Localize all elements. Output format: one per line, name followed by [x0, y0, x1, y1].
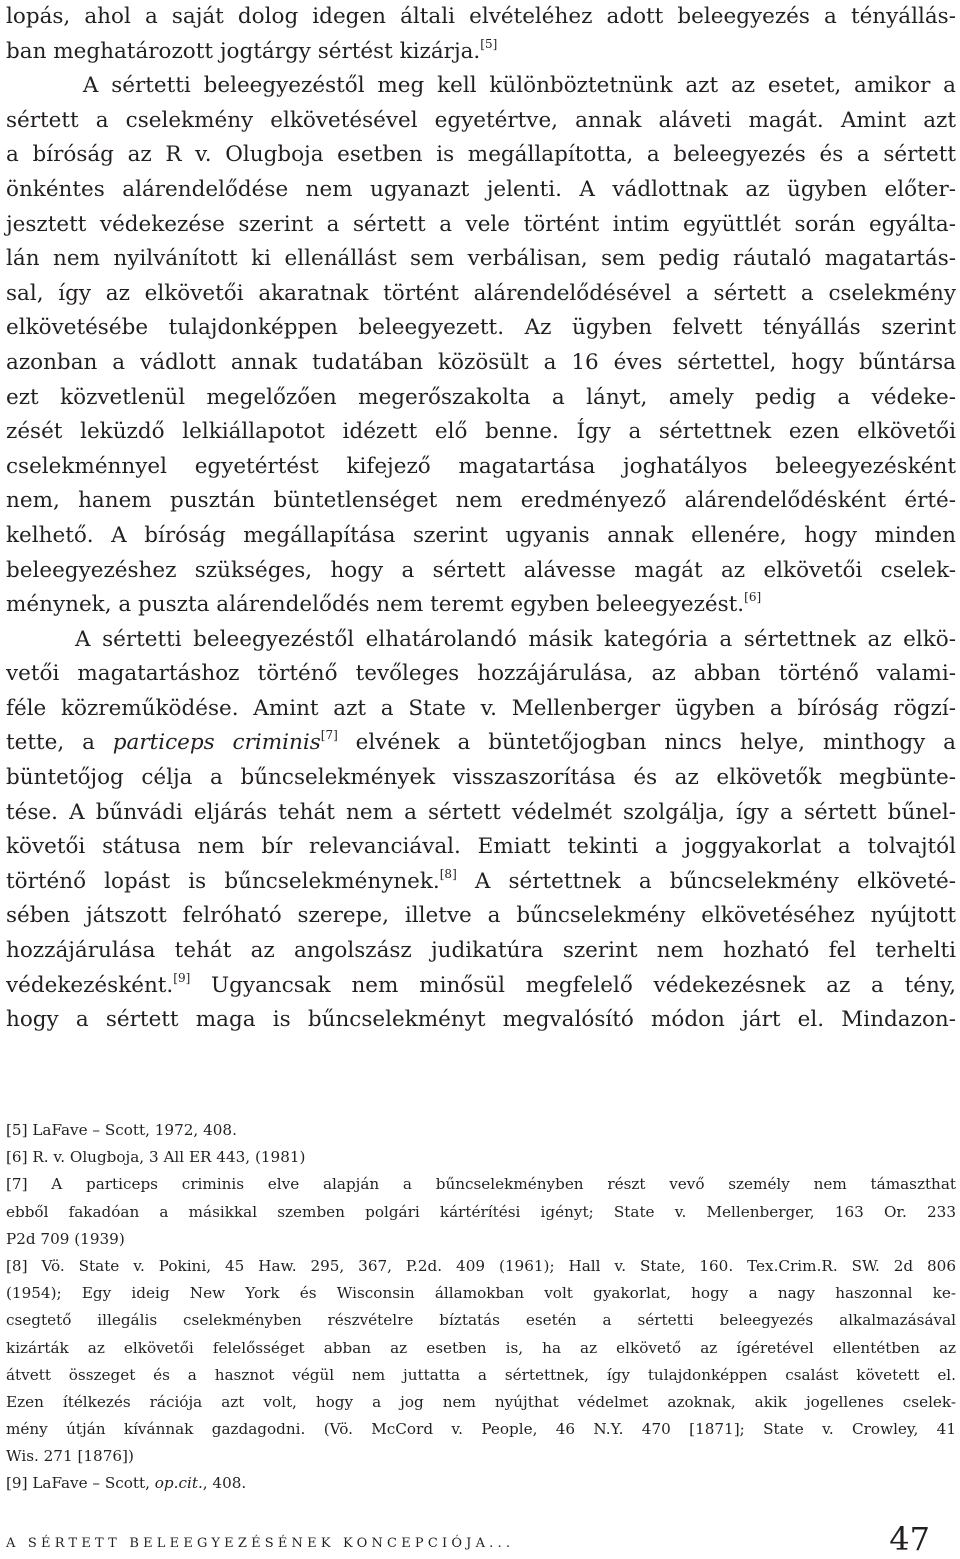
body-line: [6, 0, 956, 35]
body-line: [6, 415, 956, 450]
line-text: , 408.: [202, 1474, 247, 1493]
line-text: ezt közvetlenül megelőzően megerőszakolta a lányt, amely pedig a védeke-: [6, 384, 956, 410]
footnote-line: [6, 1253, 956, 1280]
italic-term: op.cit.: [154, 1474, 203, 1493]
body-line: [6, 623, 956, 658]
footnote-line: [6, 1117, 956, 1144]
body-line: [6, 969, 956, 1004]
body-line: [6, 138, 956, 173]
line-text: hozzájárulása tehát az angolszász judikatúra szerint nem hozható fel terhelti: [6, 938, 956, 964]
line-text: vetői magatartáshoz történő tevőleges hozzájárulása, az abban történő valami-: [6, 661, 956, 687]
line-text: büntetőjog célja a bűncselekmények visszaszorítása és az elkövetők megbünte-: [6, 765, 956, 791]
line-text: tése. A bűnvádi eljárás tehát nem a sértett védelmét szolgálja, így a sértett bűnel-: [6, 799, 956, 825]
footnote-ref: [8]: [439, 866, 457, 881]
line-text: követői státusa nem bír relevanciával. Emiatt tekinti a joggyakorlat a tolvajtól: [6, 834, 956, 860]
body-line: [6, 865, 956, 900]
line-text: cselekménnyel egyetértést kifejező magatartása joghatályos beleegyezésként: [6, 453, 956, 479]
line-text: beleegyezéshez szükséges, hogy a sértett alávesse magát az elkövetői cselek-: [6, 557, 956, 583]
body-line: [6, 657, 956, 692]
line-text: jesztett védekezése szerint a sértett a vele történt intim együttlét során egyálta-: [6, 211, 956, 237]
running-head: A SÉRTETT BELEEGYEZÉSÉNEK KONCEPCIÓJA...: [6, 1536, 515, 1551]
body-line: [6, 242, 956, 277]
body-line: [6, 1003, 956, 1038]
footnote-ref: [5]: [480, 36, 498, 51]
footnote-line: [6, 1307, 956, 1334]
body-line: [6, 692, 956, 727]
line-text: a bíróság az R v. Olugboja esetben is megállapította, a beleegyezés és a sértett: [6, 142, 956, 168]
line-text: (1954); Egy ideig New York és Wisconsin államokban volt gyakorlat, hogy a nagy haszonnal ke-: [6, 1284, 956, 1303]
body-line: [6, 934, 956, 969]
footnote-ref: [6]: [744, 590, 762, 605]
line-text: átvett összeget és a hasznot végül nem juttatta a sértettnek, így tulajdonképpen csalást követett el.: [6, 1365, 956, 1384]
line-text: ménynek, a puszta alárendelődés nem teremt egyben beleegyezést.: [6, 592, 745, 618]
body-line: [6, 277, 956, 312]
line-text: Wis. 271 [1876]): [6, 1447, 134, 1466]
italic-term: particeps criminis: [112, 730, 321, 756]
line-text: elvének a büntetőjogban nincs helye, minthogy a: [337, 730, 956, 756]
body-line: [6, 899, 956, 934]
body-line: [6, 173, 956, 208]
line-text: nem, hanem pusztán büntetlenséget nem eredményező alárendelődésként érté-: [6, 488, 956, 514]
line-text: kelhető. A bíróság megállapítása szerint ugyanis annak ellenére, hogy minden: [6, 522, 956, 548]
footnote-ref: [9]: [173, 970, 191, 985]
line-text: Ugyancsak nem minősül megfelelő védekezésnek az a tény,: [190, 972, 956, 998]
line-text: A sértetti beleegyezéstől elhatárolandó másik kategória a sértettnek az elkö-: [6, 626, 956, 652]
footnote-line: [6, 1171, 956, 1198]
line-text: A sértetti beleegyezéstől meg kell különböztetnünk azt az esetet, amikor a: [6, 73, 956, 99]
line-text: lán nem nyilvánított ki ellenállást sem verbálisan, sem pedig ráutaló magatartás-: [6, 246, 956, 272]
footnotes: [6, 1117, 956, 1498]
body-line: [6, 588, 956, 623]
line-text: ban meghatározott jogtárgy sértést kizárja.: [6, 38, 481, 64]
line-text: [6] R. v. Olugboja, 3 All ER 443, (1981): [6, 1148, 306, 1167]
line-text: történő lopást is bűncselekménynek.: [6, 868, 440, 894]
body-line: [6, 761, 956, 796]
line-text: önkéntes alárendelődése nem ugyanazt jelenti. A vádlottnak az ügyben előter-: [6, 176, 956, 202]
footnote-line: [6, 1226, 956, 1253]
footnote-line: [6, 1470, 956, 1497]
line-text: Ezen ítélkezés rációja azt volt, hogy a jog nem nyújthat védelmet azoknak, akik jogellenes cselek-: [6, 1392, 956, 1411]
line-text: azonban a vádlott annak tudatában közösült a 16 éves sértettel, hogy bűntársa: [6, 349, 956, 375]
footnote-line: [6, 1199, 956, 1226]
line-text: lopás, ahol a saját dolog idegen általi elvételéhez adott beleegyezés a tényállás-: [6, 4, 956, 29]
body-line: [6, 311, 956, 346]
line-text: hogy a sértett maga is bűncselekményt megvalósító módon járt el. Mindazon-: [6, 1007, 956, 1033]
line-text: féle közreműködése. Amint azt a State v. Mellenberger ügyben a bíróság rögzí-: [6, 695, 956, 721]
body-line: [6, 519, 956, 554]
line-text: [5] LaFave – Scott, 1972, 408.: [6, 1121, 237, 1139]
body-line: [6, 450, 956, 485]
body-line: [6, 796, 956, 831]
body-line: [6, 35, 956, 70]
footnote-ref: [7]: [320, 728, 338, 743]
footnote-line: [6, 1416, 956, 1443]
body-line: [6, 484, 956, 519]
page-number: 47: [889, 1520, 930, 1558]
body-line: [6, 554, 956, 589]
footnote-line: [6, 1280, 956, 1307]
body-line: [6, 726, 956, 761]
line-text: mény útján kívánnak gazdagodni. (Vö. McCord v. People, 46 N.Y. 470 [1871]; State v. Crowley, 41: [6, 1420, 956, 1439]
body-line: [6, 69, 956, 104]
footnote-line: [6, 1335, 956, 1362]
body-line: [6, 346, 956, 381]
line-text: tette, a: [6, 730, 113, 756]
line-text: zését leküzdő lelkiállapotot idézett elő benne. Így a sértettnek ezen elkövetői: [6, 419, 956, 445]
footnote-line: [6, 1362, 956, 1389]
line-text: [8] Vö. State v. Pokini, 45 Haw. 295, 367, P.2d. 409 (1961); Hall v. State, 160. Tex.Crim.R. SW. 2d 806: [6, 1256, 956, 1275]
footnote-line: [6, 1389, 956, 1416]
body-line: [6, 208, 956, 243]
line-text: sértett a cselekmény elkövetésével egyetértve, annak aláveti magát. Amint azt: [6, 107, 956, 133]
line-text: csegtető illegális cselekményben részvételre bíztatás esetén a sértetti beleegyezés alkalmazásával: [6, 1311, 956, 1330]
body-text: [6, 0, 956, 1038]
line-text: A sértettnek a bűncselekmény elköveté-: [456, 868, 956, 894]
body-line: [6, 104, 956, 139]
line-text: sal, így az elkövetői akaratnak történt alárendelődésével a sértett a cselekmény: [6, 280, 956, 306]
footnote-line: [6, 1144, 956, 1171]
line-text: elkövetésébe tulajdonképpen beleegyezett. Az ügyben felvett tényállás szerint: [6, 315, 956, 341]
line-text: védekezésként.: [6, 972, 174, 998]
line-text: [9] LaFave – Scott,: [6, 1474, 155, 1493]
line-text: [7] A particeps criminis elve alapján a bűncselekményben részt vevő személy nem támaszthat: [6, 1175, 956, 1194]
line-text: sében játszott felróható szerepe, illetve a bűncselekmény elkövetéséhez nyújtott: [6, 903, 956, 929]
line-text: P2d 709 (1939): [6, 1229, 125, 1248]
footnote-line: [6, 1443, 956, 1470]
line-text: ebből fakadóan a másikkal szemben polgári kártérítési igényt; State v. Mellenberger, 163 Or. 233: [6, 1202, 956, 1221]
body-line: [6, 381, 956, 416]
line-text: kizárták az elkövetői felelősséget abban az esetben is, ha az elkövető az ígéretével ellentétben az: [6, 1338, 956, 1357]
body-line: [6, 830, 956, 865]
